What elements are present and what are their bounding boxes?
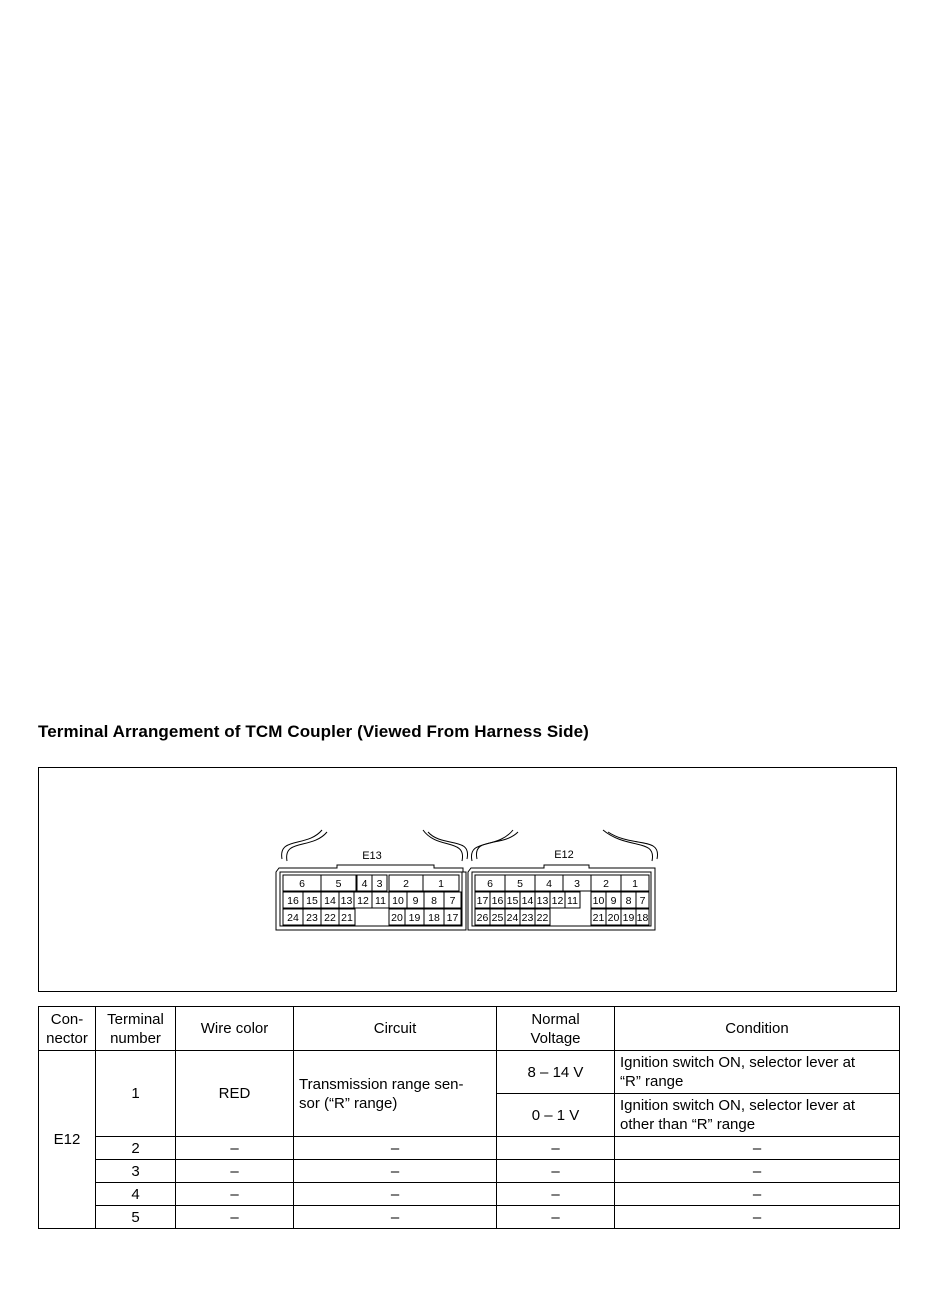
e12-pin-10-label: 10 [592,895,605,907]
e13-pin-17-label: 17 [446,912,459,924]
terminal-table [38,1006,900,1229]
voltage-cell: – [497,1137,615,1160]
e12-pin-4-label: 4 [546,878,552,890]
e13-pin-13-label: 13 [340,895,353,907]
e12-pin-12-label: 12 [551,895,564,907]
e13-pin-19-label: 19 [408,912,421,924]
e12-pin-17-label: 17 [476,895,489,907]
terminal-cell: 3 [96,1160,176,1183]
e13-pin-8-label: 8 [431,895,437,907]
header-condition: Condition [615,1007,900,1051]
e12-pin-16-label: 16 [491,895,504,907]
table-header-row [39,1007,900,1051]
voltage-cell: 8 – 14 V [497,1051,615,1094]
e12-pin-13-label: 13 [536,895,549,907]
e13-pin-24-label: 24 [287,912,299,924]
e13-pin-22-label: 22 [324,912,336,924]
circuit-cell: Transmission range sen- sor (“R” range) [294,1051,497,1137]
wire-color-cell: – [176,1137,294,1160]
header-connector: Con- nector [39,1007,96,1051]
header-circuit: Circuit [294,1007,497,1051]
condition-cell: – [615,1183,900,1206]
voltage-cell: 0 – 1 V [497,1094,615,1137]
e13-pin-3-label: 3 [376,878,383,890]
e12-pin-8-label: 8 [625,895,632,907]
e13-pin-9-label: 9 [412,895,419,907]
e13-pin-12-label: 12 [357,895,369,907]
connector-cell: E12 [39,1051,96,1229]
terminal-cell: 2 [96,1137,176,1160]
condition-cell: – [615,1206,900,1229]
header-wire-color: Wire color [176,1007,294,1051]
e13-pin-2-label: 2 [403,878,409,890]
header-terminal-number: Terminal number [96,1007,176,1051]
e13-pin-10-label: 10 [392,895,404,907]
circuit-cell: – [294,1183,497,1206]
wire-color-cell: – [176,1160,294,1183]
coupler-diagram [38,767,897,992]
condition-cell: – [615,1160,900,1183]
e13-pin-6-label: 6 [299,878,305,890]
e13-pin-21-label: 21 [341,912,353,924]
e12-pin-11-label: 11 [567,895,578,907]
e13-pin-1-label: 1 [438,878,444,890]
e12-pin-6-label: 6 [487,878,493,890]
coupler-diagram-svg [39,768,898,993]
circuit-cell: – [294,1137,497,1160]
e13-pin-23-label: 23 [306,912,318,924]
circuit-cell: – [294,1206,497,1229]
condition-cell: – [615,1137,900,1160]
e12-pin-26-label: 26 [476,912,489,924]
wire-color-cell: – [176,1183,294,1206]
e12-pin-20-label: 20 [607,912,620,924]
circuit-cell: – [294,1160,497,1183]
voltage-cell: – [497,1206,615,1229]
e12-pin-25-label: 25 [491,912,504,924]
voltage-cell: – [497,1160,615,1183]
condition-cell: Ignition switch ON, selector lever at other than “R” range [615,1094,900,1137]
table-row [39,1183,900,1206]
e12-pin-3-label: 3 [574,878,580,890]
e13-pin-18-label: 18 [428,912,440,924]
e12-pin-24-label: 24 [506,912,519,924]
e13-label: E13 [362,850,382,862]
terminal-cell: 1 [96,1051,176,1137]
e12-pin-1-label: 1 [632,878,638,890]
e12-pin-9-label: 9 [610,895,617,907]
table-row [39,1051,900,1094]
e12-pin-5-label: 5 [517,878,523,890]
e13-pin-11-label: 11 [375,895,386,907]
e13-pin-15-label: 15 [306,895,318,907]
e12-pin-21-label: 21 [592,912,605,924]
e12-pin-22-label: 22 [536,912,549,924]
terminal-cell: 4 [96,1183,176,1206]
wire-color-cell: – [176,1206,294,1229]
wire-color-cell: RED [176,1051,294,1137]
e12-pin-15-label: 15 [506,895,519,907]
e12-pin-18-label: 18 [636,912,649,924]
e12-pin-14-label: 14 [521,895,534,907]
e13-pin-7-label: 7 [449,895,456,907]
e13-pin-5-label: 5 [335,878,342,890]
e13-pin-16-label: 16 [287,895,299,907]
e12-pin-2-label: 2 [603,878,609,890]
table-row [39,1160,900,1183]
e12-pin-19-label: 19 [622,912,635,924]
e12-pin-23-label: 23 [521,912,534,924]
terminal-cell: 5 [96,1206,176,1229]
header-normal-voltage: Normal Voltage [497,1007,615,1051]
e13-pin-20-label: 20 [391,912,403,924]
condition-cell: Ignition switch ON, selector lever at “R” range [615,1051,900,1094]
e12-pin-7-label: 7 [639,895,646,907]
table-row [39,1206,900,1229]
voltage-cell: – [497,1183,615,1206]
page-title: Terminal Arrangement of TCM Coupler (Viewed From Harness Side) [38,722,589,741]
table-row [39,1137,900,1160]
e13-pin-4-label: 4 [361,878,368,890]
e12-label: E12 [554,849,574,861]
e13-pin-14-label: 14 [324,895,336,907]
